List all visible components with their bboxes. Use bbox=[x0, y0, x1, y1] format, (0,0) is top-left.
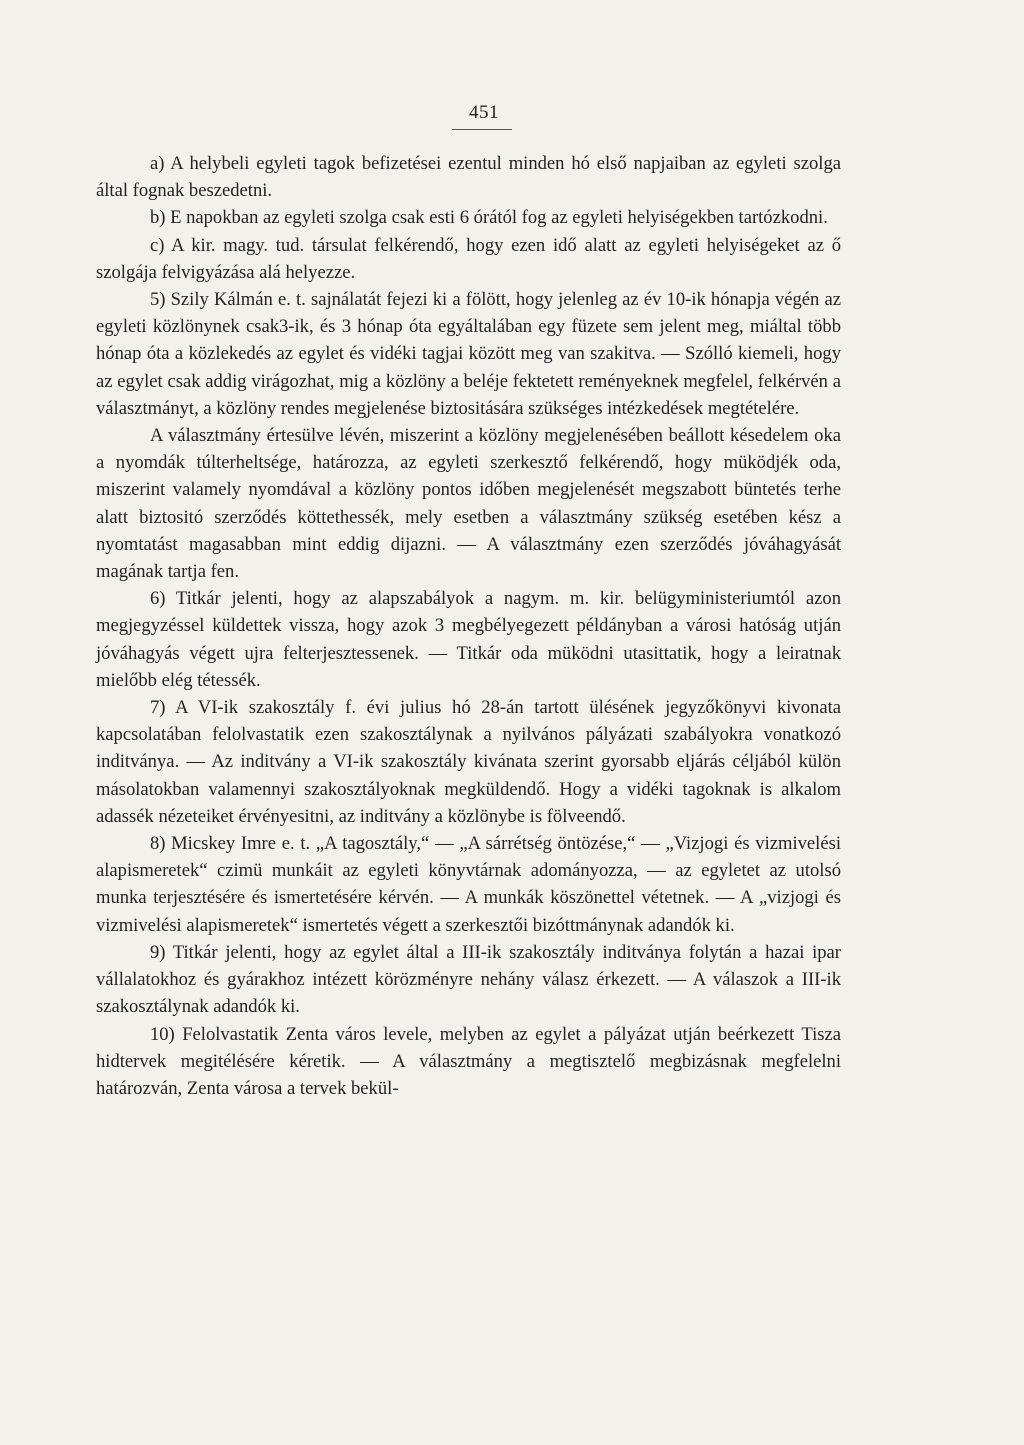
paragraph-c: c) A kir. magy. tud. társulat felkérendő, hogy ezen idő alatt az egyleti helyiségeket az ő szolgája felvigyázása alá helyezze. bbox=[96, 234, 841, 283]
paragraph-6: 6) Titkár jelenti, hogy az alapszabályok a nagym. m. kir. belügyministeriumtól azon megjegyzéssel küldettek vissza, hogy azok 3 megbélyegezett példányban a városi hatóság utján jóváhagyás végett ujra felterjesztessenek. — Titkár oda müködni utasittatik, hogy a leiratnak mielőbb elég tétessék. bbox=[96, 588, 841, 691]
paragraph-5-resolution: A választmány értesülve lévén, miszerint a közlöny megjelenésében beállott késedelem oka a nyomdák túlterheltsége, határozza, az egyleti szerkesztő felkérendő, hogy müködjék oda, miszerint valamely nyomdával a közlöny pontos időben megjelenését megszabott büntetés terhe alatt biztositó szerződés köttethessék, mely esetben a választmány szükség esetében kész a nyomtatást magasabban mint eddig dijazni. — A választmány ezen szerződés jóváhagyását magának tartja fen. bbox=[96, 425, 841, 583]
paragraph-b: b) E napokban az egyleti szolga csak esti 6 órától fog az egyleti helyiségekben tartózkodni. bbox=[149, 207, 828, 229]
paragraph-7: 7) A VI-ik szakosztály f. évi julius hó 28-án tartott ülésének jegyzőkönyvi kivonata kapcsolatában felolvastatik ezen szakosztálynak a nyilvános pályázati szabályokra vonatkozó inditványa. — Az inditvány a VI-ik szakosztály kivánata szerint gyorsabb eljárás céljából külön másolatokban valamennyi szakosztályoknak megküldendő. Hogy a vidéki tagoknak is alkalom adassék nézeteiket érvényesitni, az inditvány a közlönybe is fölveendő. bbox=[96, 697, 841, 827]
paragraph-10: 10) Felolvastatik Zenta város levele, melyben az egylet a pályázat utján beérkezett Tisza hidtervek megitélésére kéretik. — A választmány a megtisztelő megbizásnak megfelelni határozván, Zenta városa a tervek bekül- bbox=[96, 1023, 841, 1099]
paragraph-9: 9) Titkár jelenti, hogy az egylet által a III-ik szakosztály inditványa folytán a hazai ipar vállalatokhoz és gyárakhoz intézett körözményre nehány válasz érkezett. — A válaszok a III-ik szakosztálynak adandók ki. bbox=[96, 941, 841, 1018]
page-number-rule bbox=[452, 129, 512, 130]
paragraph-5: 5) Szily Kálmán e. t. sajnálatát fejezi ki a fölött, hogy jelenleg az év 10-ik hónapja végén az egyleti közlönynek csak3-ik, és 3 hónap óta egyáltalában egy füzete sem jelent meg, miáltal több hónap óta a közlekedés az egylet és vidéki tagjai között meg van szakitva. — Szólló kiemeli, hogy az egylet csak addig virágozhat, mig a közlöny a beléje fektetett reményeknek megfelel, felkérvén a választmányt, a közlöny rendes megjelenése biztositására szükséges intézkedések megtételére. bbox=[96, 289, 841, 419]
paragraph-a: a) A helybeli egyleti tagok befizetései ezentul minden hó első napjaiban az egyleti szolga által fognak beszedetni. bbox=[96, 153, 841, 202]
paragraph-8: 8) Micskey Imre e. t. „A tagosztály,“ — „A sárrétség öntözése,“ — „Vizjogi és vizmivelési alapismeretek“ czimü munkáit az egyleti könyvtárnak adományozza, — az egyletet az utolsó munka terjesztésére és ismertetésére kérvén. — A munkák köszönettel vétetnek. — A „vizjogi és vizmivelési alapismeretek“ ismertetés végett a szerkesztői bizóttmánynak adandók ki. bbox=[96, 833, 841, 936]
page-number: 451 bbox=[469, 102, 499, 123]
body-text bbox=[96, 150, 841, 1102]
